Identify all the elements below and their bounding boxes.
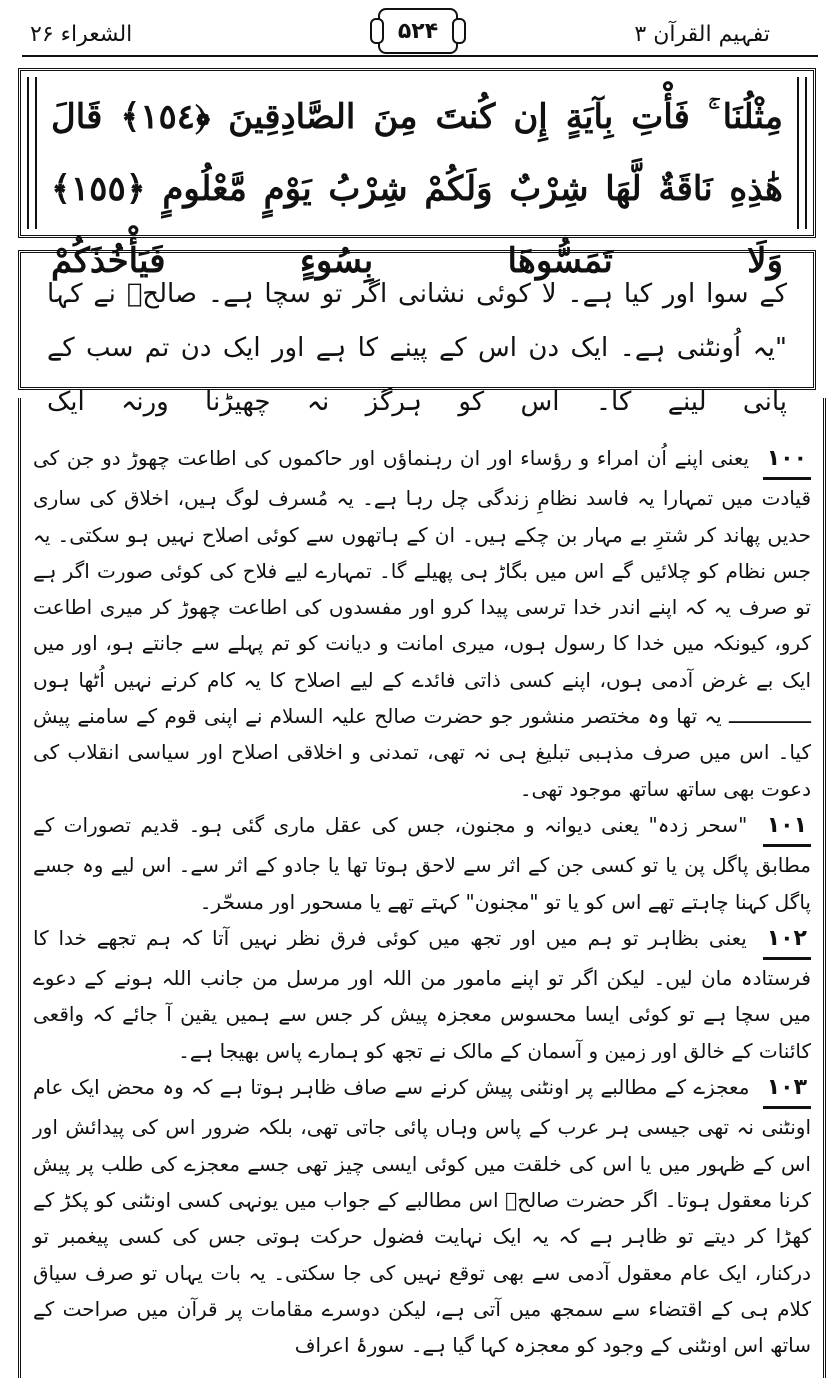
header-divider (22, 55, 818, 57)
frame-ornament-left (27, 77, 37, 229)
frame-ornament-right (797, 77, 807, 229)
footnote-102 (33, 920, 811, 1069)
running-title-left: الشعراء ۲۶ (30, 22, 133, 47)
footnote-number: ۱۰۰ (763, 441, 811, 480)
page-number: ۵۲۴ (378, 8, 458, 54)
urdu-translation: کے سوا اور کیا ہے۔ لا کوئی نشانی اگر تو سچا ہے۔ صالحؑ نے کہا "یہ اُونٹنی ہے۔ ایک دن اس کے پینے کا ہے اور ایک دن تم سب کے پانی لینے کا۔ اس کو ہرگز نہ چھیڑنا ورنہ ایک (47, 279, 787, 417)
running-title-right: تفہیم القرآن ۳ (634, 22, 770, 47)
footnote-100 (33, 440, 811, 807)
footnote-103 (33, 1069, 811, 1363)
footnote-text: معجزے کے مطالبے پر اونٹنی پیش کرنے سے صاف ظاہر ہوتا ہے کہ وہ محض ایک عام اونٹنی نہ تھی جیسی ہر عرب کے پاس وہاں پائی جاتی تھی، بلکہ ضرور اس کی پیدائش اور اس کے ظہور میں یا اس کی خلقت میں کوئی ایسی چیز تھی جسے معجزے کی طلب پر پیش کرنا معقول ہوتا۔ اگر حضرت صالحؑ اس مطالبے کے جواب میں یونہی کسی اونٹنی کو پکڑ کے کھڑا کر دیتے تو ظاہر ہے کہ یہ ایک نہایت فضول حرکت ہوتی جس کی کسی پیغمبر تو درکنار، ایک عام معقول آدمی سے بھی توقع نہیں کی جا سکتی۔ یہ بات یہاں تو صرف سیاق کلام ہی کے اقتضاء سے سمجھ میں آتی ہے، لیکن دوسرے مقامات پر قرآن میں صراحت کے ساتھ اس اونٹنی کے وجود کو معجزہ کہا گیا ہے۔ سورۂ اعراف (33, 1075, 811, 1358)
footnote-number: ۱۰۱ (763, 808, 811, 847)
arabic-verse: مِثْلُنَا ۚ فَأْتِ بِآيَةٍ إِن كُنتَ مِنَ الصَّادِقِينَ ﴿١٥٤﴾ قَالَ هَٰذِهِ نَاقَةٌ لَّهَا شِرْبٌ وَلَكُمْ شِرْبُ يَوْمٍ مَّعْلُومٍ ﴿١٥٥﴾ وَلَا تَمَسُّوهَا بِسُوءٍ فَيَأْخُذَكُمْ (51, 97, 783, 281)
commentary-body (33, 440, 811, 1363)
footnote-text: "سحر زدہ" یعنی دیوانہ و مجنون، جس کی عقل ماری گئی ہو۔ قدیم تصورات کے مطابق پاگل پن یا تو کسی جن کے اثر سے لاحق ہوتا تھا یا جادو کے اثر سے۔ اس لیے وہ جسے پاگل کہنا چاہتے تھے اس کو یا تو "مجنون" کہتے تھے یا مسحور اور مسحّر۔ (33, 812, 811, 914)
footnote-text: یعنی اپنے اُن امراء و رؤساء اور ان رہنماؤں اور حاکموں کی اطاعت چھوڑ دو جن کی قیادت میں تمہارا یہ فاسد نظامِ زندگی چل رہا ہے۔ یہ مُسرف لوگ ہیں، اخلاق کی ساری حدیں پھاند کر شترِ بے مہار بن چکے ہیں۔ ان کے ہاتھوں سے کوئی اصلاح نہیں ہو سکتی۔ یہ جس نظام کو چلائیں گے اس میں بگاڑ ہی پھیلے گا۔ تمہارے لیے فلاح کی کوئی صورت اگر ہے تو صرف یہ کہ اپنے اندر خدا ترسی پیدا کرو اور مفسدوں کی اطاعت چھوڑ کر میری اطاعت کرو، کیونکہ میں خدا کا رسول ہوں، میری امانت و دیانت کو تم پہلے سے جانتے ہو، اور میں ایک بے غرض آدمی ہوں، اپنے کسی ذاتی فائدے کے لیے اصلاح کا یہ کام کرنے نہیں اُٹھا ہوں ــــــــــــــ یہ تھا وہ مختصر منشور جو حضرت صالح علیہ السلام نے اپنی قوم کے سامنے پیش کیا۔ اس میں صرف مذہبی تبلیغ ہی نہ تھی، تمدنی و اخلاقی اصلاح اور سیاسی انقلاب کی دعوت بھی ساتھ ساتھ موجود تھی۔ (33, 446, 811, 801)
commentary-frame (18, 398, 826, 1378)
translation-frame (18, 250, 816, 417)
footnote-101 (33, 807, 811, 920)
footnote-number: ۱۰۲ (763, 921, 811, 960)
footnote-text: یعنی بظاہر تو ہم میں اور تجھ میں کوئی فرق نظر نہیں آتا کہ ہم تجھے خدا کا فرستادہ مان لیں۔ لیکن اگر تو اپنے مامور من اللہ اور مرسل من جانب اللہ ہونے کے دعوے میں سچا ہے تو کوئی ایسا محسوس معجزہ پیش کر جس سے ہمیں یقین آ جائے کہ واقعی کائنات کے خالق اور زمین و آسمان کے مالک نے تجھ کو ہمارے پاس بھیجا ہے۔ (33, 925, 811, 1063)
footnote-number: ۱۰۳ (763, 1070, 811, 1109)
verse-frame (18, 68, 816, 281)
